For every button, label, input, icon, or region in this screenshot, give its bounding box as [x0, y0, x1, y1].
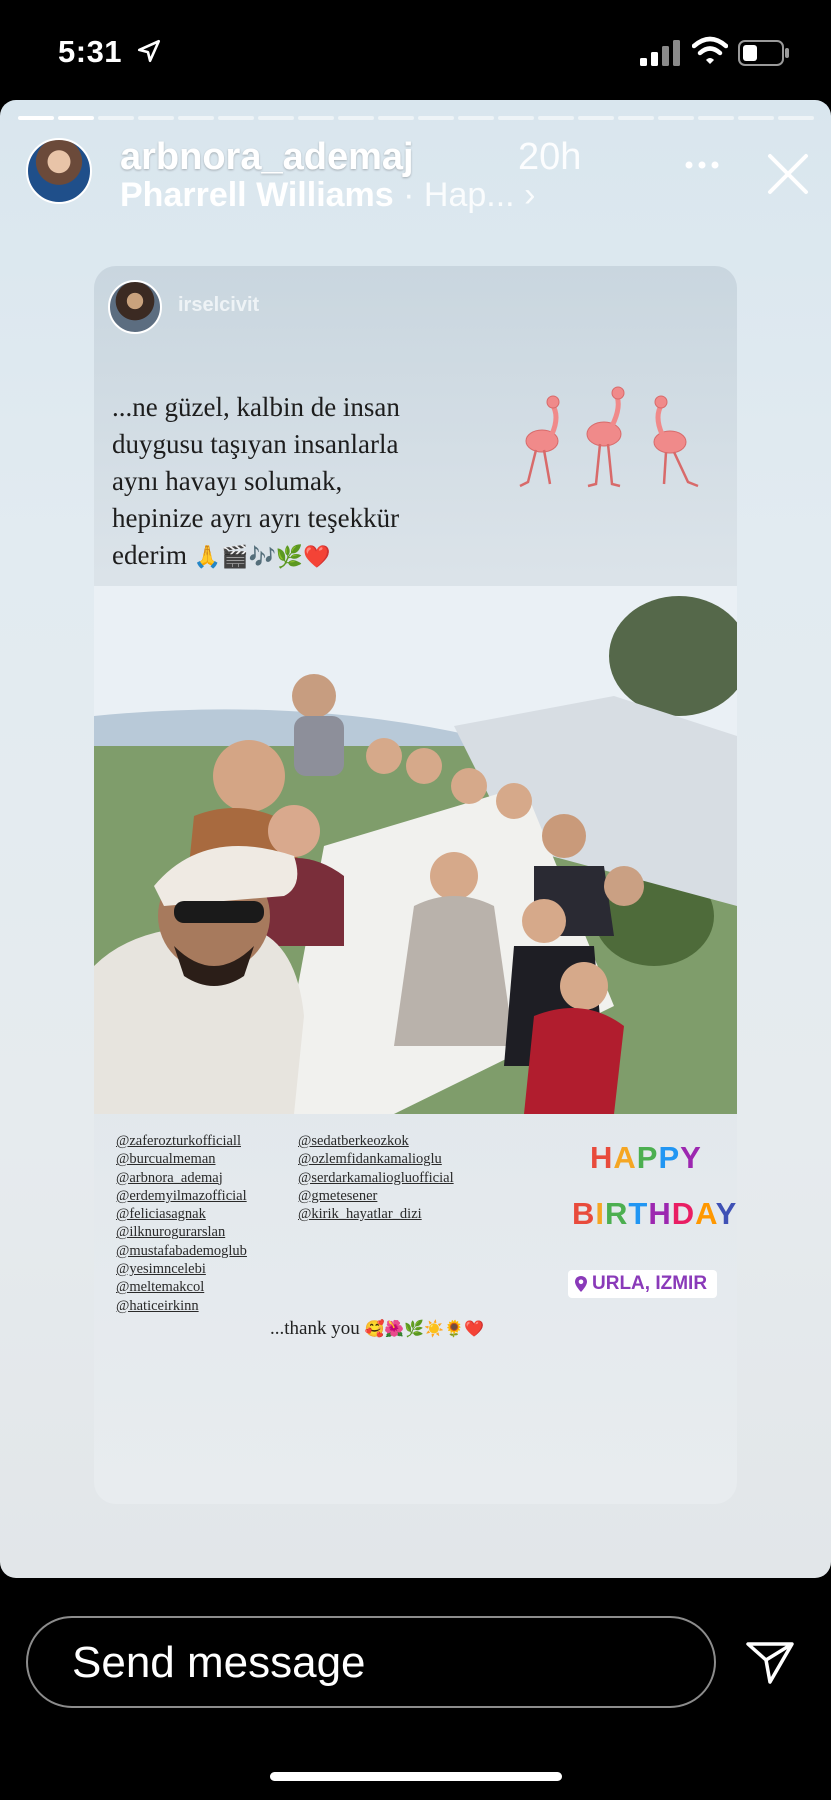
mention-tag[interactable]: @kirik_hayatlar_dizi — [298, 1206, 422, 1223]
thanks-text — [270, 1318, 484, 1340]
mention-tag[interactable]: @meltemakcol — [116, 1279, 205, 1296]
status-time: 5:31 — [58, 34, 123, 69]
sticker-letter: P — [658, 1140, 681, 1175]
sticker-letter: T — [628, 1196, 649, 1231]
mention-tag[interactable]: @mustafabademoglub — [116, 1242, 247, 1259]
progress-segment — [18, 116, 54, 120]
music-chevron-icon: › — [524, 176, 536, 214]
battery-icon — [738, 40, 790, 66]
quote-line — [112, 537, 492, 576]
story-author-avatar[interactable] — [26, 138, 92, 204]
progress-segment — [58, 116, 94, 120]
sticker-letter: D — [671, 1196, 696, 1231]
progress-segment — [538, 116, 574, 120]
location-label: URLA, IZMIR — [592, 1273, 708, 1294]
location-arrow-icon — [136, 38, 162, 64]
mention-tag[interactable]: @ozlemfidankamalioglu — [298, 1151, 442, 1168]
sticker-letter: A — [613, 1140, 637, 1175]
progress-segment — [578, 116, 614, 120]
close-icon[interactable] — [764, 150, 812, 198]
send-icon[interactable] — [744, 1636, 796, 1688]
music-artist: Pharrell Williams — [120, 176, 394, 214]
mention-tag[interactable]: @haticeirkinn — [116, 1297, 199, 1314]
dancing-flamingos-icon — [504, 386, 714, 506]
tags-column-2 — [298, 1132, 454, 1223]
progress-segment — [338, 116, 374, 120]
story-author-username[interactable]: arbnora_ademaj — [120, 136, 414, 178]
birthday-sticker — [572, 1196, 737, 1232]
progress-segment — [98, 116, 134, 120]
progress-segment — [698, 116, 734, 120]
story-time-ago: 20h — [518, 136, 582, 178]
reposted-author-username[interactable]: irselcivit — [178, 294, 260, 316]
mention-tag[interactable]: @feliciasagnak — [116, 1206, 206, 1223]
location-sticker[interactable] — [568, 1270, 717, 1298]
sticker-letter: H — [590, 1140, 614, 1175]
story-viewer[interactable] — [0, 100, 831, 1578]
sticker-letter: A — [695, 1196, 716, 1231]
reposted-story-card[interactable] — [94, 266, 737, 1504]
progress-segment — [298, 116, 334, 120]
music-track: · Hap... — [393, 176, 515, 214]
progress-segment — [418, 116, 454, 120]
progress-segment — [658, 116, 694, 120]
quote-line: duygusu taşıyan insanlarla — [112, 429, 399, 459]
quote-line: hepinize ayrı ayrı teşekkür — [112, 503, 400, 533]
happy-sticker — [590, 1140, 702, 1176]
progress-segment — [378, 116, 414, 120]
more-icon[interactable] — [684, 160, 720, 170]
mention-tag[interactable]: @gmetesener — [298, 1187, 378, 1204]
send-message-placeholder: Send message — [72, 1638, 366, 1687]
story-progress-bar — [18, 116, 814, 120]
wifi-icon — [692, 36, 728, 66]
sticker-letter: B — [572, 1196, 596, 1231]
progress-segment — [738, 116, 774, 120]
signal-icon — [640, 40, 682, 66]
progress-segment — [178, 116, 214, 120]
sticker-letter: Y — [680, 1140, 702, 1175]
quote-line: ...ne güzel, kalbin de insan — [112, 392, 400, 422]
sticker-letter: I — [595, 1196, 606, 1231]
story-music-attribution[interactable] — [120, 176, 535, 215]
sticker-letter: H — [648, 1196, 672, 1231]
sticker-letter: Y — [715, 1196, 737, 1231]
mention-tag[interactable]: @serdarkamaliogluofficial — [298, 1169, 454, 1186]
thanks-label: ...thank you — [270, 1318, 360, 1339]
send-message-input[interactable] — [26, 1616, 716, 1708]
sticker-letter: R — [605, 1196, 629, 1231]
quote-text — [112, 389, 492, 576]
progress-segment — [258, 116, 294, 120]
group-selfie-illustration — [94, 586, 737, 1114]
progress-segment — [778, 116, 814, 120]
progress-segment — [218, 116, 254, 120]
mention-tag[interactable]: @yesimncelebi — [116, 1261, 206, 1278]
quote-line-end: ederim — [112, 540, 187, 570]
home-indicator[interactable] — [270, 1772, 562, 1781]
group-selfie-photo — [94, 586, 737, 1114]
sticker-letter: P — [636, 1140, 659, 1175]
thanks-emoji: 🥰🌺🌿☀️🌻❤️ — [364, 1319, 484, 1338]
progress-segment — [458, 116, 494, 120]
mention-tag[interactable]: @erdemyilmazofficial — [116, 1187, 247, 1204]
mention-tag[interactable]: @arbnora_ademaj — [116, 1169, 223, 1186]
mention-tag[interactable]: @zaferozturkofficiall — [116, 1133, 241, 1149]
mention-tag[interactable]: @sedatberkeozkok — [298, 1133, 409, 1149]
mention-tag[interactable]: @ilknurogurarslan — [116, 1224, 226, 1241]
quote-line: aynı havayı solumak, — [112, 466, 343, 496]
status-bar — [0, 0, 831, 100]
location-pin-icon — [574, 1275, 588, 1293]
reposted-author-avatar[interactable] — [108, 280, 162, 334]
tags-column-1 — [116, 1132, 247, 1315]
progress-segment — [618, 116, 654, 120]
mention-tag[interactable]: @burcualmeman — [116, 1151, 216, 1168]
progress-segment — [138, 116, 174, 120]
quote-emoji: 🙏🎬🎶🌿❤️ — [193, 545, 331, 570]
progress-segment — [498, 116, 534, 120]
